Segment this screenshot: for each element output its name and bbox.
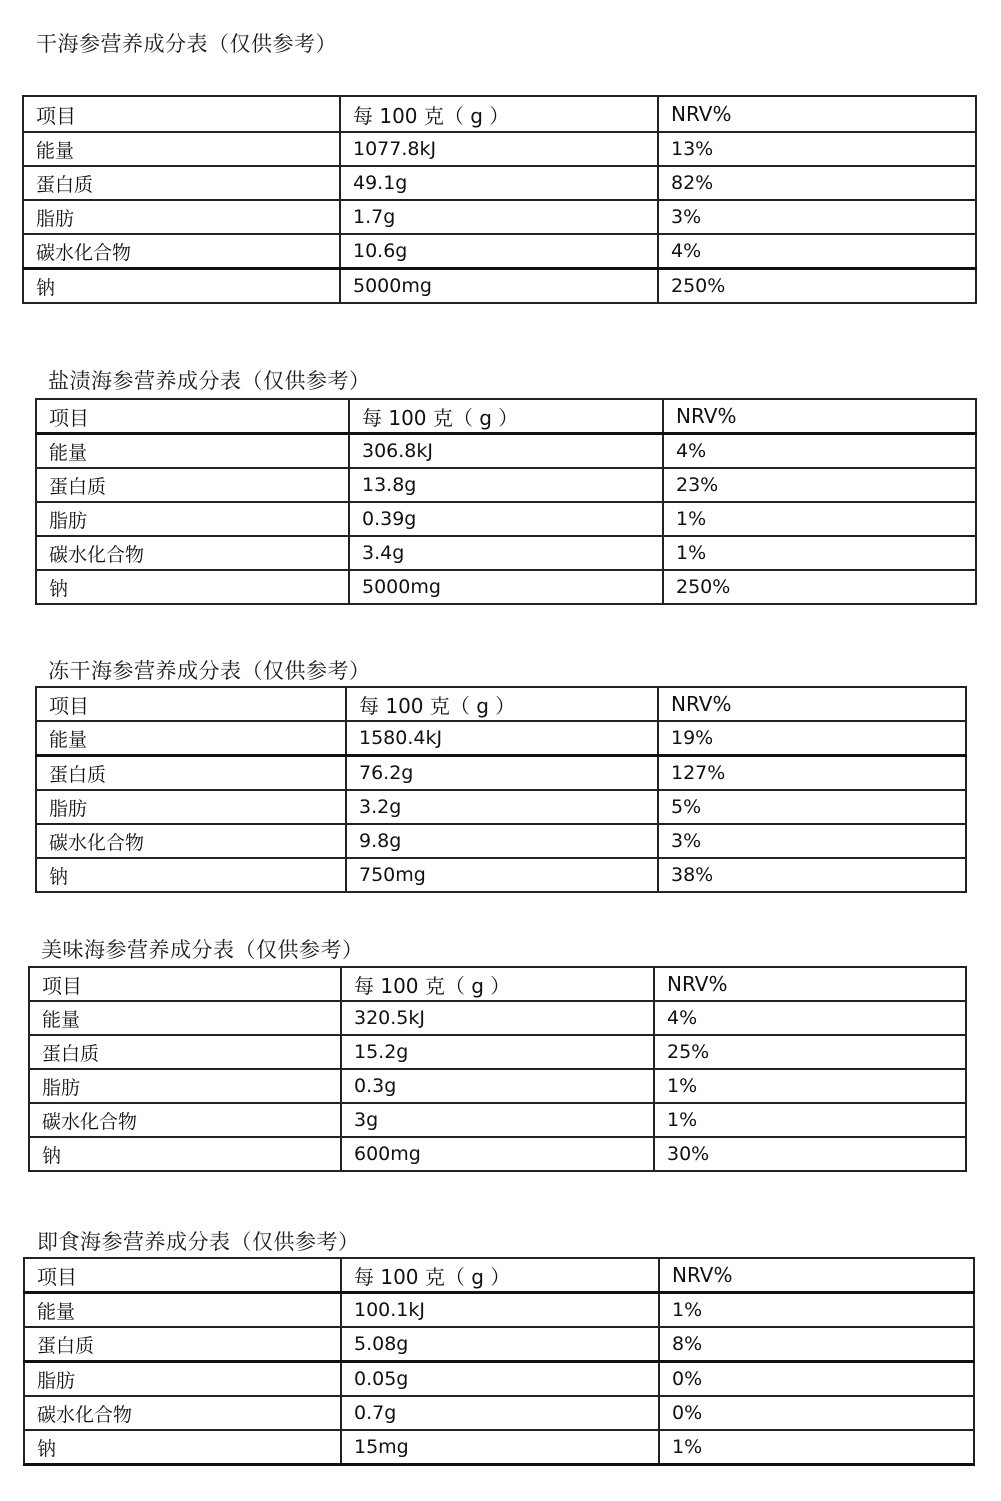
table-row bbox=[23, 269, 976, 304]
nutrient-nrv: 3% bbox=[658, 200, 976, 234]
nutrient-amount: 600mg bbox=[341, 1137, 654, 1171]
nutrient-amount: 1077.8kJ bbox=[340, 132, 658, 166]
nutrient-name: 钠 bbox=[36, 570, 349, 604]
nutrient-nrv: 127% bbox=[658, 756, 966, 791]
nutrient-name: 碳水化合物 bbox=[29, 1103, 341, 1137]
nutrient-nrv: 5% bbox=[658, 790, 966, 824]
nutrient-amount: 306.8kJ bbox=[349, 434, 663, 469]
nutrient-amount: 5000mg bbox=[340, 269, 658, 304]
table-row bbox=[36, 570, 976, 604]
header-item: 项目 bbox=[36, 687, 346, 721]
nutrient-nrv: 25% bbox=[654, 1035, 966, 1069]
header-per100g: 每 100 克（ g ） bbox=[349, 399, 663, 434]
nutrient-name: 碳水化合物 bbox=[23, 234, 340, 269]
header-per100g: 每 100 克（ g ） bbox=[341, 967, 654, 1001]
nutrient-name: 钠 bbox=[23, 269, 340, 304]
table-row bbox=[29, 1035, 966, 1069]
nutrient-name: 钠 bbox=[29, 1137, 341, 1171]
table-row bbox=[24, 1430, 974, 1465]
nutrient-nrv: 0% bbox=[659, 1396, 974, 1430]
nutrient-amount: 49.1g bbox=[340, 166, 658, 200]
nutrient-name: 蛋白质 bbox=[24, 1327, 341, 1362]
table-header-row bbox=[36, 399, 976, 434]
nutrient-amount: 10.6g bbox=[340, 234, 658, 269]
nutrient-amount: 3.4g bbox=[349, 536, 663, 570]
nutrient-amount: 0.3g bbox=[341, 1069, 654, 1103]
nutrient-name: 脂肪 bbox=[24, 1362, 341, 1397]
table-title-freeze-dried: 冻干海参营养成分表（仅供参考） bbox=[48, 659, 371, 683]
nutrient-amount: 100.1kJ bbox=[341, 1293, 659, 1328]
header-nrv: NRV% bbox=[654, 967, 966, 1001]
table-row bbox=[36, 756, 966, 791]
nutrient-nrv: 0% bbox=[659, 1362, 974, 1397]
nutrient-name: 能量 bbox=[36, 434, 349, 469]
nutrient-name: 碳水化合物 bbox=[24, 1396, 341, 1430]
nutrient-nrv: 4% bbox=[658, 234, 976, 269]
nutrient-amount: 15mg bbox=[341, 1430, 659, 1465]
table-row bbox=[29, 1069, 966, 1103]
nutrient-nrv: 30% bbox=[654, 1137, 966, 1171]
nutrient-amount: 750mg bbox=[346, 858, 658, 892]
header-item: 项目 bbox=[36, 399, 349, 434]
nutrient-amount: 3.2g bbox=[346, 790, 658, 824]
header-per100g: 每 100 克（ g ） bbox=[341, 1258, 659, 1293]
nutrient-nrv: 1% bbox=[663, 536, 976, 570]
nutrient-name: 碳水化合物 bbox=[36, 536, 349, 570]
table-row bbox=[23, 166, 976, 200]
header-item: 项目 bbox=[24, 1258, 341, 1293]
nutrition-table-dried bbox=[22, 95, 977, 304]
nutrient-nrv: 4% bbox=[663, 434, 976, 469]
nutrient-amount: 3g bbox=[341, 1103, 654, 1137]
table-row bbox=[23, 132, 976, 166]
nutrient-nrv: 23% bbox=[663, 468, 976, 502]
nutrient-nrv: 3% bbox=[658, 824, 966, 858]
nutrient-amount: 13.8g bbox=[349, 468, 663, 502]
table-header-row bbox=[23, 96, 976, 132]
table-row bbox=[23, 234, 976, 269]
table-row bbox=[29, 1001, 966, 1035]
table-row bbox=[36, 790, 966, 824]
table-row bbox=[36, 536, 976, 570]
nutrient-nrv: 38% bbox=[658, 858, 966, 892]
nutrient-nrv: 1% bbox=[659, 1430, 974, 1465]
nutrient-amount: 5000mg bbox=[349, 570, 663, 604]
table-row bbox=[24, 1362, 974, 1397]
table-title-salted: 盐渍海参营养成分表（仅供参考） bbox=[48, 369, 371, 393]
header-nrv: NRV% bbox=[658, 96, 976, 132]
nutrient-nrv: 82% bbox=[658, 166, 976, 200]
nutrient-amount: 0.05g bbox=[341, 1362, 659, 1397]
header-per100g: 每 100 克（ g ） bbox=[346, 687, 658, 721]
table-title-instant: 即食海参营养成分表（仅供参考） bbox=[37, 1230, 360, 1254]
nutrient-name: 钠 bbox=[24, 1430, 341, 1465]
nutrient-amount: 5.08g bbox=[341, 1327, 659, 1362]
header-item: 项目 bbox=[23, 96, 340, 132]
nutrient-amount: 0.39g bbox=[349, 502, 663, 536]
table-header-row bbox=[29, 967, 966, 1001]
nutrient-amount: 15.2g bbox=[341, 1035, 654, 1069]
table-row bbox=[24, 1327, 974, 1362]
table-title-gourmet: 美味海参营养成分表（仅供参考） bbox=[41, 938, 364, 962]
nutrient-name: 碳水化合物 bbox=[36, 824, 346, 858]
header-nrv: NRV% bbox=[663, 399, 976, 434]
header-nrv: NRV% bbox=[658, 687, 966, 721]
nutrient-nrv: 4% bbox=[654, 1001, 966, 1035]
nutrient-nrv: 250% bbox=[663, 570, 976, 604]
nutrient-name: 能量 bbox=[23, 132, 340, 166]
nutrient-amount: 9.8g bbox=[346, 824, 658, 858]
table-row bbox=[29, 1103, 966, 1137]
nutrient-name: 蛋白质 bbox=[36, 756, 346, 791]
nutrient-name: 能量 bbox=[36, 721, 346, 756]
nutrient-amount: 76.2g bbox=[346, 756, 658, 791]
nutrient-name: 蛋白质 bbox=[23, 166, 340, 200]
table-row bbox=[36, 858, 966, 892]
nutrient-nrv: 1% bbox=[663, 502, 976, 536]
header-item: 项目 bbox=[29, 967, 341, 1001]
table-row bbox=[36, 468, 976, 502]
nutrient-nrv: 13% bbox=[658, 132, 976, 166]
nutrition-table-gourmet bbox=[28, 966, 967, 1172]
header-nrv: NRV% bbox=[659, 1258, 974, 1293]
nutrition-table-salted bbox=[35, 398, 977, 605]
nutrition-table-freeze-dried bbox=[35, 686, 967, 893]
table-header-row bbox=[36, 687, 966, 721]
nutrition-table-instant bbox=[23, 1257, 975, 1466]
nutrient-name: 钠 bbox=[36, 858, 346, 892]
table-title-dried: 干海参营养成分表（仅供参考） bbox=[36, 32, 337, 56]
nutrient-nrv: 19% bbox=[658, 721, 966, 756]
nutrient-nrv: 1% bbox=[659, 1293, 974, 1328]
nutrient-name: 蛋白质 bbox=[36, 468, 349, 502]
table-header-row bbox=[24, 1258, 974, 1293]
nutrient-amount: 1.7g bbox=[340, 200, 658, 234]
table-row bbox=[23, 200, 976, 234]
nutrient-name: 蛋白质 bbox=[29, 1035, 341, 1069]
table-row bbox=[24, 1396, 974, 1430]
table-row bbox=[36, 434, 976, 469]
nutrient-nrv: 250% bbox=[658, 269, 976, 304]
header-per100g: 每 100 克（ g ） bbox=[340, 96, 658, 132]
table-row bbox=[36, 824, 966, 858]
table-row bbox=[36, 502, 976, 536]
nutrient-nrv: 1% bbox=[654, 1069, 966, 1103]
nutrient-amount: 1580.4kJ bbox=[346, 721, 658, 756]
table-row bbox=[29, 1137, 966, 1171]
nutrient-nrv: 1% bbox=[654, 1103, 966, 1137]
nutrient-amount: 320.5kJ bbox=[341, 1001, 654, 1035]
nutrient-name: 脂肪 bbox=[36, 502, 349, 536]
nutrient-name: 脂肪 bbox=[29, 1069, 341, 1103]
table-row bbox=[36, 721, 966, 756]
nutrient-name: 脂肪 bbox=[23, 200, 340, 234]
nutrient-amount: 0.7g bbox=[341, 1396, 659, 1430]
nutrient-nrv: 8% bbox=[659, 1327, 974, 1362]
table-row bbox=[24, 1293, 974, 1328]
nutrient-name: 能量 bbox=[29, 1001, 341, 1035]
nutrient-name: 能量 bbox=[24, 1293, 341, 1328]
nutrient-name: 脂肪 bbox=[36, 790, 346, 824]
